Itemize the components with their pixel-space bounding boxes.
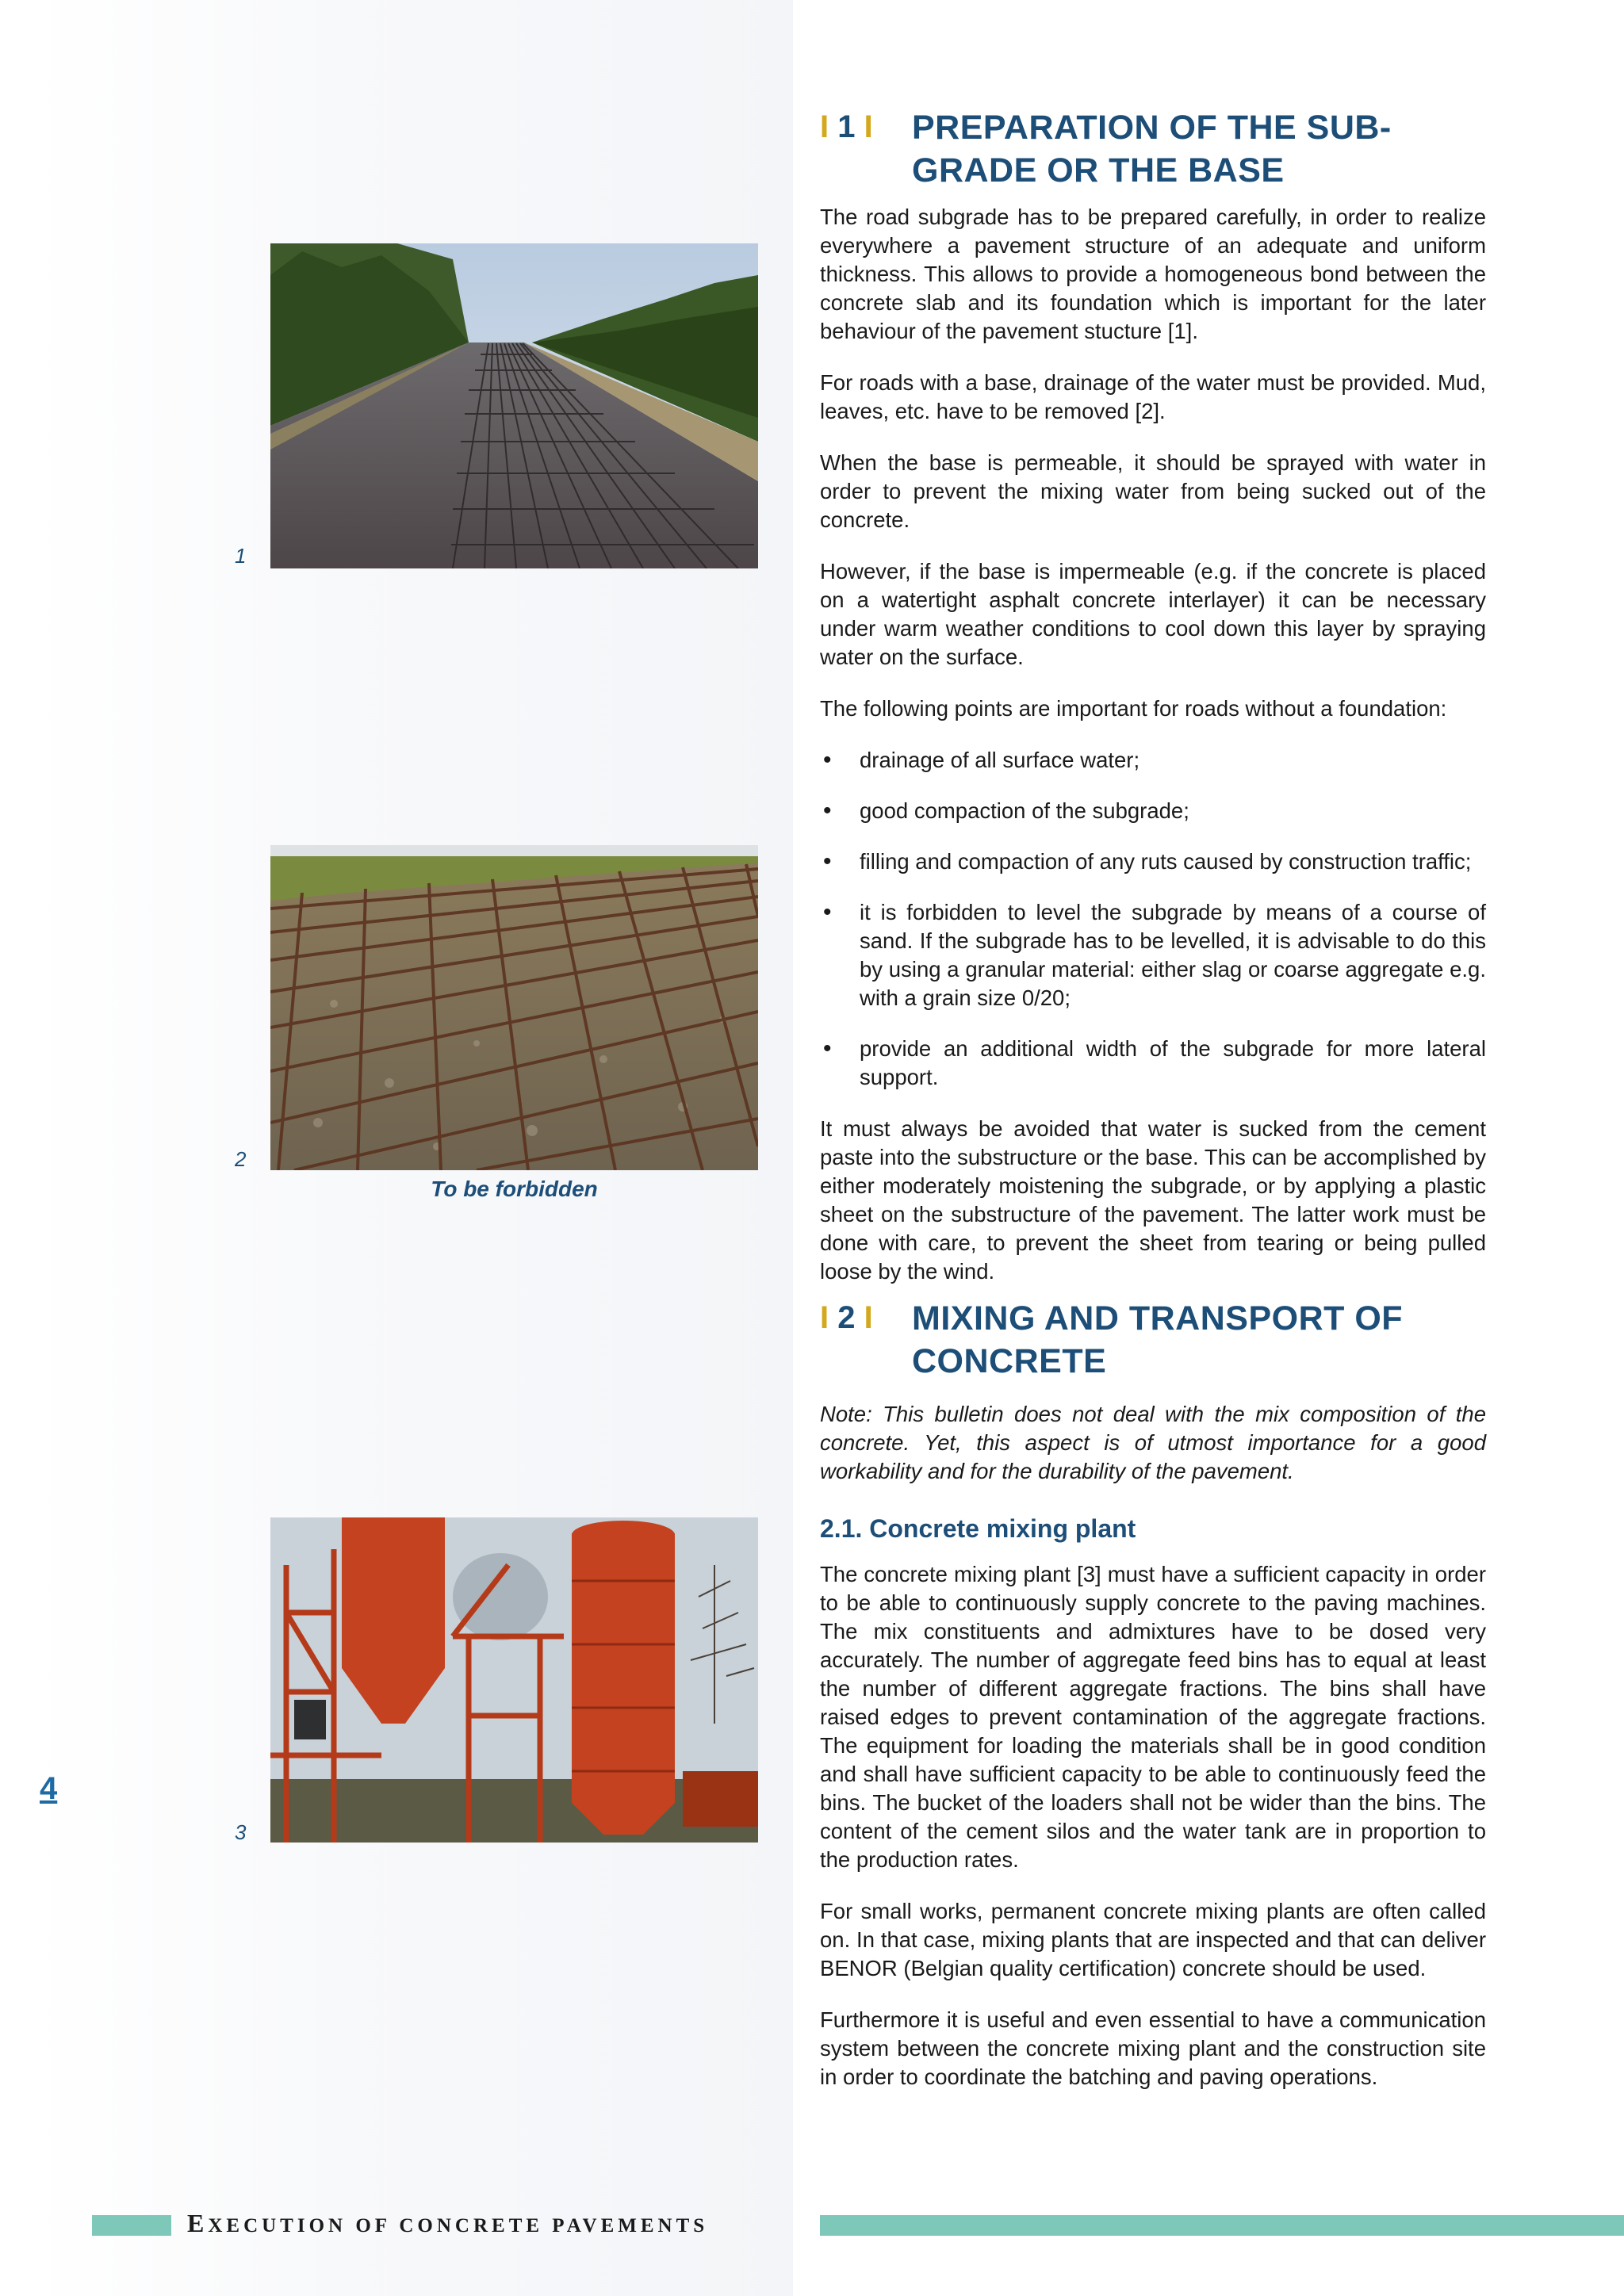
- footer-bar-right: [820, 2215, 1624, 2236]
- section-1-number: I 1 I: [820, 109, 873, 144]
- subsection-heading: 2.1. Concrete mixing plant: [820, 1514, 1136, 1543]
- figure-1-photo: [270, 243, 758, 568]
- concrete-mixing-plant-photo: [270, 1517, 758, 1843]
- section-1-paragraph: The road subgrade has to be prepared carefully, in order to realize everywhere a pavement structure of an adequate and uniform thickness. This allows to provide a homogeneous bond between the concrete slab and its foundation which is important for the later behaviour of the pavement stucture [1].: [820, 205, 1486, 343]
- section-2-number: I 2 I: [820, 1300, 873, 1335]
- footer-title: EXECUTION OF CONCRETE PAVEMENTS: [187, 2209, 709, 2237]
- section-2-paragraph: The concrete mixing plant [3] must have a sufficient capacity in order to be able to continuously supply concrete to the paving machines. The mix constituents and admixtures have to be dosed very accurately. The number of aggregate feed bins has to equal at least the number of different aggregate fractions. The bins shall have raised edges to prevent contamination of the aggregate fractions. The equipment for loading the materials shall be in good condition and shall have sufficient capacity to be able to continuously feed the bins. The bucket of the loaders shall not be wider than the bins. The content of the cement silos and the water tank are in proportion to the production rates.: [820, 1562, 1486, 1872]
- figure-3-photo: [270, 1517, 758, 1843]
- text-column: [820, 106, 1486, 2114]
- section-1-paragraph: The following points are important for roads without a foundation:: [820, 696, 1447, 721]
- section-1-paragraph: When the base is permeable, it should be sprayed with water in order to prevent the mixing water from being sucked out of the concrete.: [820, 450, 1486, 532]
- list-item: • filling and compaction of any ruts caused by construction traffic;: [820, 848, 1486, 876]
- page-number: 4: [40, 1771, 58, 1806]
- figure-2-photo: [270, 845, 758, 1170]
- section-2-note: Note: This bulletin does not deal with the mix composition of the concrete. Yet, this aspect is of utmost importance for a good workability and for the durability of the pavement.: [820, 1402, 1486, 1483]
- road-reinforcement-mesh-photo: [270, 243, 758, 568]
- section-1-title: PREPARATION OF THE SUB- GRADE OR THE BASE: [912, 109, 1392, 189]
- section-1-paragraph: However, if the base is impermeable (e.g. if the concrete is placed on a watertight asphalt concrete interlayer) it can be necessary under warm weather conditions to cool down this layer by spraying water on the surface.: [820, 559, 1486, 669]
- list-item: • good compaction of the subgrade;: [820, 797, 1486, 825]
- rebar-grid-on-subgrade-photo: [270, 845, 758, 1170]
- section-2-paragraph: For small works, permanent concrete mixing plants are often called on. In that case, mixing plants that are inspected and that can deliver BENOR (Belgian quality certification) concrete should be used.: [820, 1899, 1486, 1980]
- list-item: • drainage of all surface water;: [820, 746, 1486, 775]
- list-item: • it is forbidden to level the subgrade by means of a course of sand. If the subgrade has to be levelled, it is advisable to do this by using a granular material: either slag or coarse aggregate e.g. with a grain size 0/20;: [820, 898, 1486, 1012]
- footer-bar-left: [92, 2215, 171, 2236]
- footer-title-rest: XECUTION OF CONCRETE PAVEMENTS: [208, 2215, 709, 2237]
- section-1-heading: [820, 106, 1486, 192]
- section-1-closing: It must always be avoided that water is sucked from the cement paste into the substructure or the base. This can be accomplished by either moderately moistening the subgrade, or by applying a plastic sheet on the substructure of the pavement. The latter work must be done with care, to prevent the sheet from tearing or being pulled loose by the wind.: [820, 1116, 1486, 1284]
- figure-2-number: 2: [235, 1147, 247, 1171]
- requirements-list: [820, 746, 1486, 1092]
- section-2-paragraph: Furthermore it is useful and even essential to have a communication system between the concrete mixing plant and the construction site in order to coordinate the batching and paving operations.: [820, 2007, 1486, 2089]
- figure-2-caption: To be forbidden: [431, 1177, 598, 1201]
- list-item: • provide an additional width of the subgrade for more lateral support.: [820, 1035, 1486, 1092]
- section-2-title: MIXING AND TRANSPORT OF CONCRETE: [912, 1299, 1404, 1380]
- figure-1-number: 1: [235, 544, 247, 568]
- figure-3-number: 3: [235, 1820, 247, 1844]
- section-2-heading: [820, 1297, 1486, 1383]
- section-1-paragraph: For roads with a base, drainage of the water must be provided. Mud, leaves, etc. have to be removed [2].: [820, 370, 1486, 423]
